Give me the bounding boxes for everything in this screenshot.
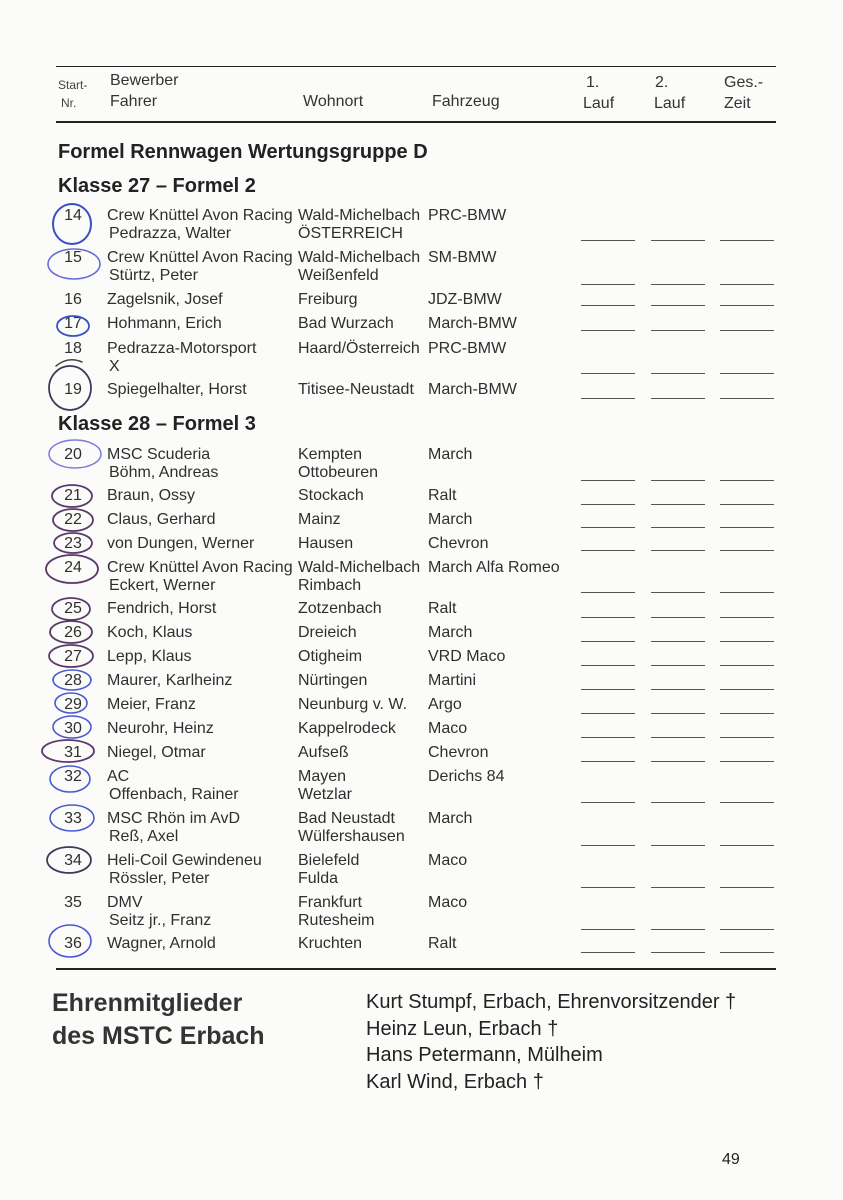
start-number: 32 [64,768,82,785]
pen-circle-23 [54,533,92,553]
pen-circle-27 [49,645,93,667]
pen-circle-21 [52,485,92,507]
pen-circle-20 [49,440,101,468]
header-run2-bottom: Lauf [654,95,686,112]
entrant-driver: Crew Knüttel Avon Racing [107,559,293,576]
vehicle: Ralt [428,935,457,952]
start-number: 27 [64,648,82,665]
residence: Kempten [298,446,363,463]
vehicle: Argo [428,696,462,713]
start-number: 33 [64,810,82,827]
header-run1-top: 1. [586,74,600,91]
start-number: 28 [64,672,82,689]
residence: Kappelrodeck [298,720,396,737]
residence: Otigheim [298,648,363,665]
header-run1-bottom: Lauf [583,95,615,112]
entrant-driver: Crew Knüttel Avon Racing [107,249,293,266]
start-number: 17 [64,315,82,332]
residence: Mainz [298,511,341,528]
residence: Titisee-Neustadt [298,381,414,398]
residence: Mayen [298,768,347,785]
pen-circle-33 [50,805,94,831]
start-number: 29 [64,696,82,713]
start-number: 24 [64,559,82,576]
residence-line2: Weißenfeld [298,267,379,284]
vehicle: PRC-BMW [428,207,507,224]
pen-circle-34 [47,847,91,873]
entrant-driver: Heli-Coil Gewindeneu [107,852,262,869]
entrant-driver: Claus, Gerhard [107,511,216,528]
vehicle: March-BMW [428,315,517,332]
entrant-driver: Maurer, Karlheinz [107,672,233,689]
pen-circle-15 [48,249,100,279]
vehicle: Maco [428,852,468,869]
pen-circle-26 [50,621,92,643]
start-number: 30 [64,720,82,737]
entrant-driver: Braun, Ossy [107,487,196,504]
residence: Haard/Österreich [298,340,420,357]
pen-circle-29 [55,693,87,713]
residence: Wald-Michelbach [298,559,421,576]
entrant-driver: Spiegelhalter, Horst [107,381,247,398]
start-number: 15 [64,249,82,266]
entrant-driver: AC [107,768,130,785]
start-number: 35 [64,894,82,911]
honorary-title-line2: des MSTC Erbach [52,1022,265,1050]
entrant-driver: Wagner, Arnold [107,935,216,952]
start-number: 16 [64,291,82,308]
class28-title: Klasse 28 – Formel 3 [58,413,256,435]
pen-circle-19 [49,366,91,410]
entrant-driver: MSC Rhön im AvD [107,810,241,827]
residence-line2: ÖSTERREICH [298,225,403,242]
driver-name: Offenbach, Rainer [109,786,239,803]
vehicle: March [428,511,473,528]
entrant-driver: Koch, Klaus [107,624,193,641]
pen-circle-32 [50,766,90,792]
residence-line2: Wülfershausen [298,828,405,845]
entrant-driver: Niegel, Otmar [107,744,206,761]
start-number: 31 [64,744,82,761]
residence: Neunburg v. W. [298,696,408,713]
vehicle: PRC-BMW [428,340,507,357]
residence: Kruchten [298,935,363,952]
start-number: 34 [64,852,82,869]
honorary-member: Hans Petermann, Mülheim [366,1044,603,1066]
residence: Zotzenbach [298,600,382,617]
start-number: 26 [64,624,82,641]
start-number: 23 [64,535,82,552]
residence: Wald-Michelbach [298,249,421,266]
residence-line2: Ottobeuren [298,464,379,481]
header-total-bottom: Zeit [724,95,751,112]
pen-circle-30 [53,716,91,738]
vehicle: Martini [428,672,477,689]
honorary-member: Karl Wind, Erbach † [366,1070,544,1093]
entrant-driver: Lepp, Klaus [107,648,192,665]
entrant-driver: Pedrazza-Motorsport [107,340,257,357]
header-total-top: Ges.- [724,74,764,91]
residence: Stockach [298,487,364,504]
header-vehicle: Fahrzeug [432,93,500,110]
start-number: 21 [64,487,82,504]
header-entrant: Bewerber [110,72,179,89]
vehicle: March-BMW [428,381,517,398]
start-number: 22 [64,511,82,528]
vehicle: VRD Maco [428,648,506,665]
pen-circle-31 [42,740,94,762]
entrant-driver: DMV [107,894,143,911]
pen-circle-24 [46,555,98,583]
vehicle: Chevron [428,535,489,552]
vehicle: March Alfa Romeo [428,559,560,576]
header-driver: Fahrer [110,93,158,110]
vehicle: JDZ-BMW [428,291,502,308]
start-number: 19 [64,381,82,398]
header-start-bottom: Nr. [61,96,77,110]
residence-line2: Fulda [298,870,339,887]
pen-circle-28 [53,670,91,690]
driver-name: Rössler, Peter [109,870,210,887]
pen-circle-36 [49,925,91,957]
start-number: 25 [64,600,82,617]
header-run2-top: 2. [655,74,669,91]
residence: Frankfurt [298,894,363,911]
vehicle: Chevron [428,744,489,761]
residence: Hausen [298,535,354,552]
entrant-driver: Crew Knüttel Avon Racing [107,207,293,224]
residence: Nürtingen [298,672,368,689]
vehicle: Maco [428,894,468,911]
vehicle: March [428,446,473,463]
residence: Dreieich [298,624,357,641]
entrant-driver: Zagelsnik, Josef [107,291,223,308]
residence-line2: Wetzlar [298,786,352,803]
pen-mark-18 [56,360,82,366]
residence: Aufseß [298,744,349,761]
start-number: 18 [64,340,82,357]
honorary-member: Heinz Leun, Erbach † [366,1017,559,1040]
pen-circle-14 [53,204,91,244]
residence-line2: Rutesheim [298,912,375,929]
driver-name: Seitz jr., Franz [109,912,212,929]
pen-circle-22 [53,509,93,531]
honorary-member: Kurt Stumpf, Erbach, Ehrenvorsitzender † [366,991,737,1013]
entrant-driver: von Dungen, Werner [107,535,255,552]
vehicle: SM-BMW [428,249,497,266]
vehicle: March [428,810,473,827]
pen-circle-25 [52,598,90,620]
group-title: Formel Rennwagen Wertungsgruppe D [58,141,428,163]
residence: Wald-Michelbach [298,207,421,224]
residence-line2: Rimbach [298,577,362,594]
vehicle: Maco [428,720,468,737]
entrant-driver: Meier, Franz [107,696,196,713]
vehicle: March [428,624,473,641]
entrant-driver: Neurohr, Heinz [107,720,214,737]
page-number: 49 [722,1151,740,1168]
entrant-driver: MSC Scuderia [107,446,211,463]
start-number: 20 [64,446,82,463]
entrant-driver: Fendrich, Horst [107,600,217,617]
vehicle: Derichs 84 [428,768,505,785]
header-residence: Wohnort [303,93,364,110]
vehicle: Ralt [428,600,457,617]
driver-name: X [109,358,120,375]
driver-name: Reß, Axel [109,828,179,845]
driver-name: Pedrazza, Walter [109,225,232,242]
start-number: 14 [64,207,82,224]
class27-title: Klasse 27 – Formel 2 [58,175,256,197]
vehicle: Ralt [428,487,457,504]
start-number: 36 [64,935,82,952]
residence: Bad Neustadt [298,810,395,827]
honorary-title-line1: Ehrenmitglieder [52,989,243,1017]
driver-name: Stürtz, Peter [109,267,198,284]
header-start-top: Start- [58,78,88,92]
entrant-driver: Hohmann, Erich [107,315,222,332]
driver-name: Eckert, Werner [109,577,216,594]
residence: Bad Wurzach [298,315,394,332]
pen-circle-17 [57,316,89,336]
residence: Freiburg [298,291,358,308]
driver-name: Böhm, Andreas [109,464,219,481]
residence: Bielefeld [298,852,360,869]
